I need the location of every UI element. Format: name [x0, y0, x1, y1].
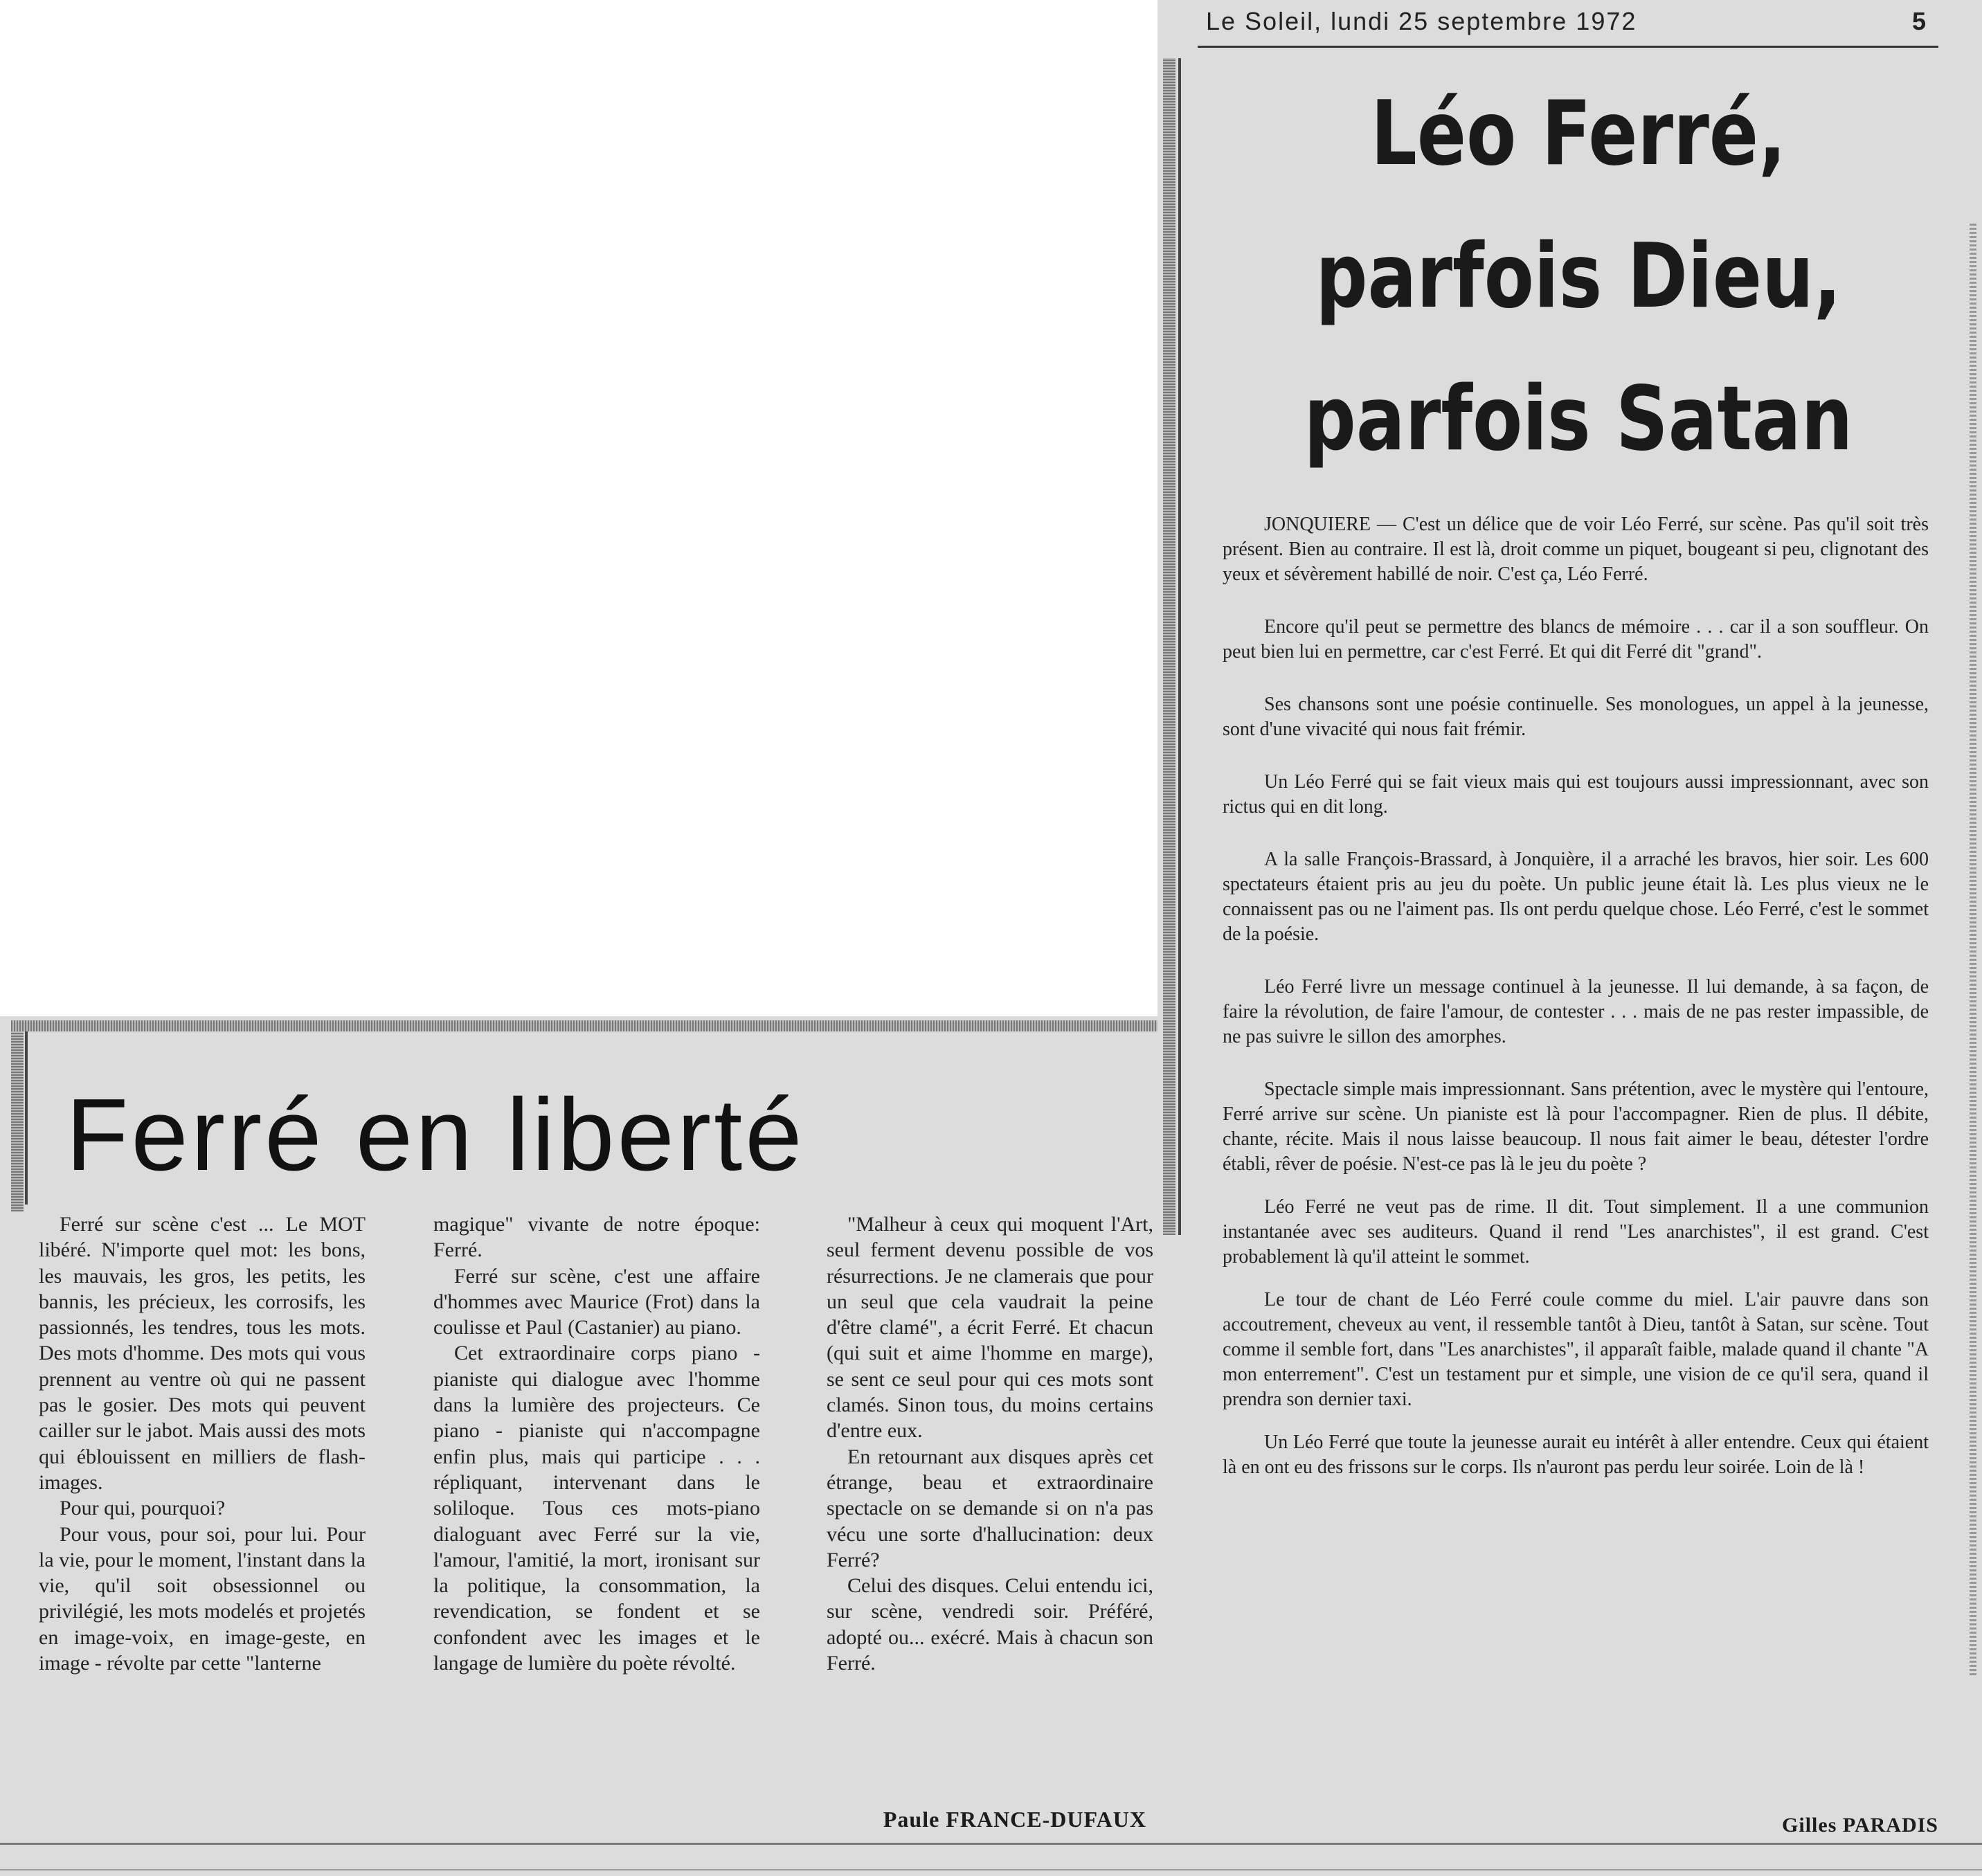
col2-paragraph: magique" vivante de notre époque: Ferré. — [433, 1213, 760, 1262]
bottom-rule-lower — [0, 1869, 1982, 1870]
right-paragraph: Ses chansons sont une poésie continuelle. Ses monologues, un appel à la jeunesse, sont d'une vivacité qui nous fait frémir. — [1223, 694, 1929, 740]
right-border-stripe — [1163, 58, 1175, 1235]
right-paragraph: Un Léo Ferré que toute la jeunesse aurait eu intérêt à aller entendre. Ceux qui étaient là en ont eu des frissons sur le corps. Ils n'auront pas perdu leur soirée. Loin de là ! — [1223, 1432, 1929, 1478]
right-paragraph: Léo Ferré ne veut pas de rime. Il dit. Tout simplement. Il a une communion instantanée avec ses auditeurs. Quand il rend "Les anarchistes", il est grand. C'est probablement là qu'il atteint le sommet. — [1223, 1196, 1929, 1268]
headline-line-2: parfois Dieu, — [1315, 225, 1841, 328]
masthead-date: Le Soleil, lundi 25 septembre 1972 — [1206, 7, 1637, 35]
left-top-stripe — [11, 1020, 1157, 1031]
col2-paragraph: Ferré sur scène, c'est une affaire d'hommes avec Maurice (Frot) dans la coulisse et Paul (Castanier) au piano. — [433, 1264, 760, 1340]
right-headline — [1249, 82, 1907, 518]
left-column-1 — [39, 1211, 366, 1676]
right-paragraph: Spectacle simple mais impressionnant. Sans prétention, avec le mystère qui l'entoure, Ferré arrive sur scène. Un pianiste est là pour l'accompagner. Rien de plus. Il débite, chante, récite. Mais il nous laisse beaucoup. Il nous fait aimer le beau, détester l'ordre établi, rêver de poésie. N'est-ce pas là le jeu du poète ? — [1223, 1079, 1929, 1175]
left-border-stripe — [11, 1031, 24, 1211]
col2-paragraph: Cet extraordinaire corps piano - pianiste qui dialogue avec l'homme dans la lumière des projecteurs. Ce piano - pianiste qui n'accompagne enfin plus, mais qui participe . . . répliquant, intervenant dans le soliloque. Tous ces mots-piano dialoguant avec Ferré sur la vie, l'amour, l'amitié, la mort, ironisant sur la politique, la consommation, la revendication, se fondent et se confondent avec les images et le langage de lumière du poète révolté. — [433, 1342, 760, 1675]
left-column-3 — [827, 1211, 1153, 1676]
headline-line-1: Léo Ferré, — [1371, 82, 1786, 186]
col1-paragraph: Pour qui, pourquoi? — [60, 1497, 226, 1520]
col3-paragraph: "Malheur à ceux qui moquent l'Art, seul ferment devenu possible de vos résurrections. Je ne clamerais que pour un seul que cela vaudrait la peine d'être clamé", a écrit Ferré. Et chacun (qui suit et aime l'homme en marge), se sent ce seul pour qui ces mots sont clamés. Sinon tous, du moins certains d'entre eux. — [827, 1213, 1153, 1443]
headline-line-3: parfois Satan — [1304, 368, 1853, 471]
right-paragraph: A la salle François-Brassard, à Jonquière, il a arraché les bravos, hier soir. Les 600 spectateurs étaient pris au jeu du poète. Un public jeune était là. Les plus vieux ne le connaissent pas ou ne l'aiment pas. Ils ont perdu quelque chose. Léo Ferré, c'est le sommet de la poésie. — [1223, 849, 1929, 945]
right-border-bar — [1178, 58, 1181, 1235]
right-edge-stripe — [1970, 222, 1976, 1675]
right-paragraph: JONQUIERE — C'est un délice que de voir Léo Ferré, sur scène. Pas qu'il soit très présent. Bien au contraire. Il est là, droit comme un piquet, bougeant si peu, clignotant des yeux et sévèrement habillé de noir. C'est ça, Léo Ferré. — [1223, 514, 1929, 585]
col3-paragraph: En retournant aux disques après cet étrange, beau et extraordinaire spectacle on se demande si on n'a pas vécu une sorte d'hallucination: deux Ferré? — [827, 1445, 1153, 1571]
col1-paragraph: Pour vous, pour soi, pour lui. Pour la vie, pour le moment, l'instant dans la vie, qu'il soit obsessionnel ou privilégié, les mots modelés et projetés en image-voix, en image-geste, en image - révolte par cette "lanterne — [39, 1522, 366, 1675]
col1-paragraph: Ferré sur scène c'est ... Le MOT libéré. N'importe quel mot: les bons, les mauvais, les gros, les petits, les bannis, les précieux, les corrosifs, les passionnés, les tendres, tous les mots. Des mots d'homme. Des mots qui vous prennent au ventre où qui ne passent pas le gosier. Des mots qui peuvent cailler sur le jabot. Mais aussi des mots qui éblouissent en milliers de flash-images. — [39, 1213, 366, 1494]
page-number: 5 — [1912, 7, 1927, 35]
right-paragraph: Le tour de chant de Léo Ferré coule comme du miel. L'air pauvre dans son accoutrement, cheveux au vent, il ressemble tantôt à Dieu, tantôt à Satan, sur scène. Tout comme il semble fort, dans "Les anarchistes", il apparaît faible, malade quand il chante "A mon enterrement". C'est un testament pur et simple, une vision de ce qu'il sera, quand il prendra son dernier taxi. — [1223, 1289, 1929, 1410]
right-paragraph: Un Léo Ferré qui se fait vieux mais qui est toujours aussi impressionnant, avec son rictus qui en dit long. — [1223, 771, 1929, 818]
right-paragraph: Encore qu'il peut se permettre des blancs de mémoire . . . car il a son souffleur. On peut bien lui en permettre, car c'est Ferré. Et qui dit Ferré dit "grand". — [1223, 616, 1929, 662]
col3-paragraph: Celui des disques. Celui entendu ici, sur scène, vendredi soir. Préféré, adopté ou... exécré. Mais à chacun son Ferré. — [827, 1574, 1153, 1675]
right-paragraph: Léo Ferré livre un message continuel à la jeunesse. Il lui demande, à sa façon, de faire la révolution, de faire l'amour, de contester . . . mais de ne pas rester impassible, de ne pas suivre le sillon des amorphes. — [1223, 976, 1929, 1047]
left-column-2 — [433, 1211, 760, 1676]
left-border-bar — [25, 1031, 28, 1205]
right-article-body — [1223, 512, 1929, 1508]
left-title: Ferré en liberté — [66, 1078, 805, 1192]
bottom-rule — [0, 1843, 1982, 1845]
left-byline: Paule FRANCE-DUFAUX — [883, 1807, 1146, 1832]
masthead-rule — [1198, 46, 1938, 48]
right-byline: Gilles PARADIS — [1782, 1814, 1938, 1837]
